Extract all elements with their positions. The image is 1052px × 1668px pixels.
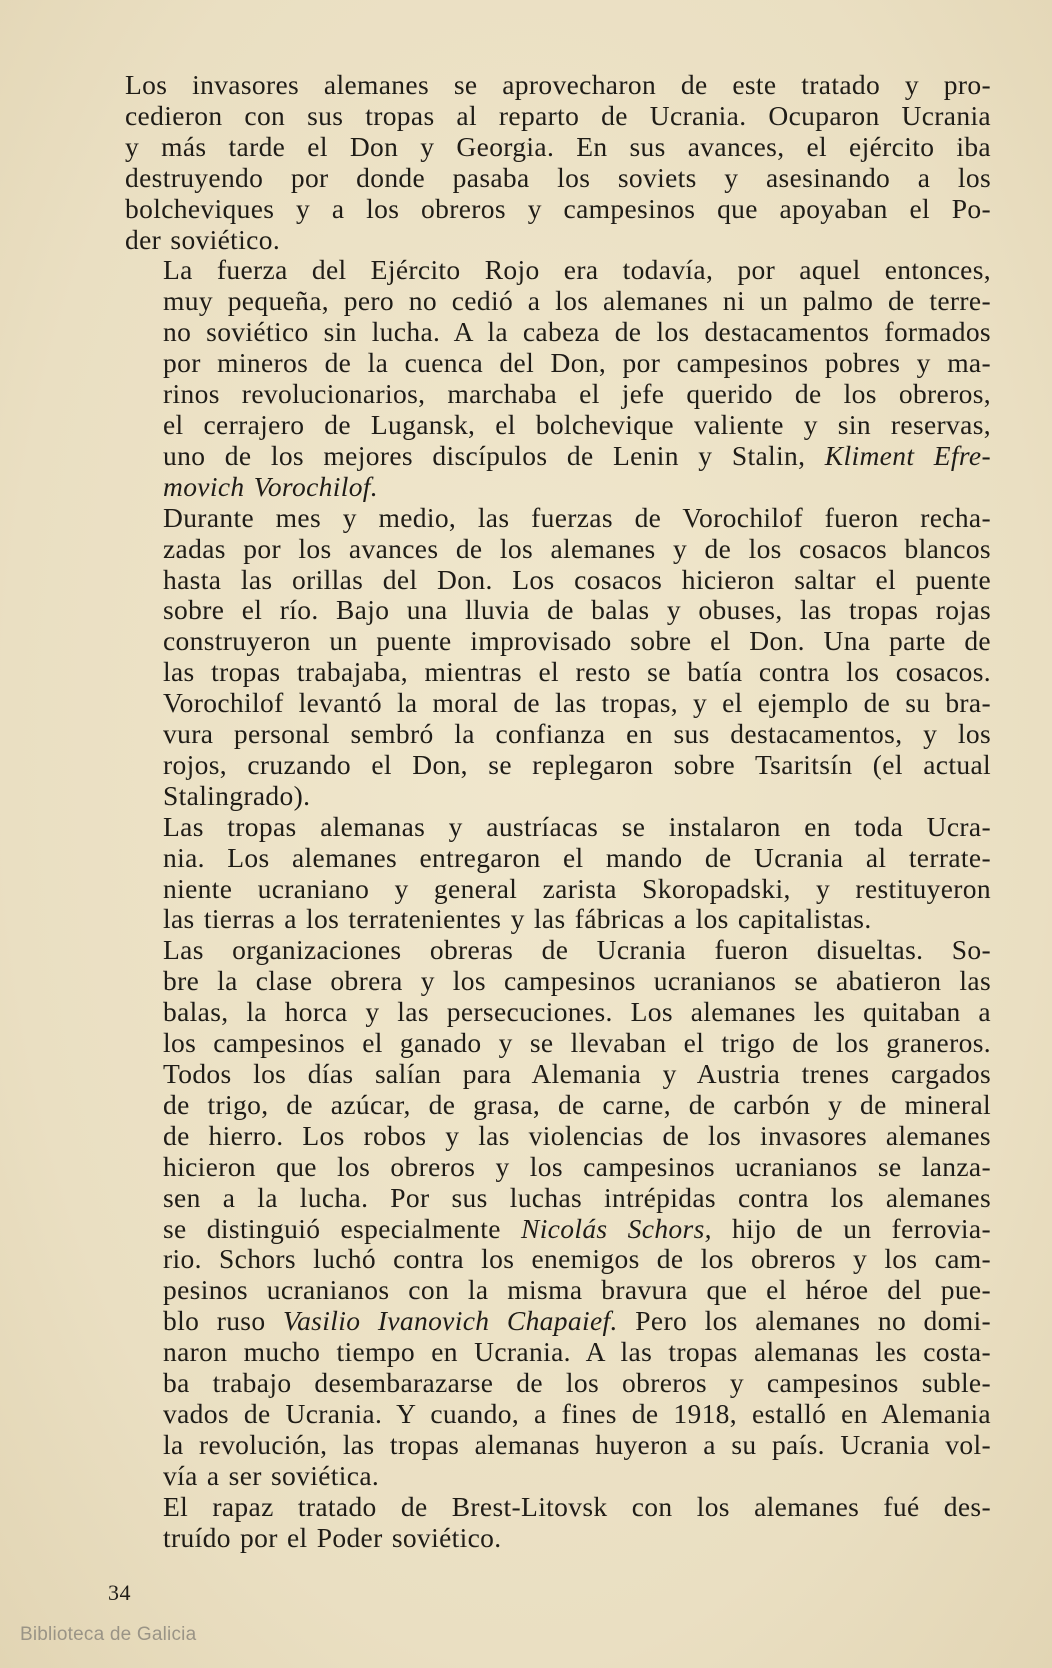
text-line: no soviético sin lucha. A la cabeza de los destacamentos formados	[163, 316, 991, 348]
text-line: der soviético.	[125, 223, 281, 255]
text-line: Las tropas alemanas y austríacas se instalaron en toda Ucra-	[163, 810, 991, 842]
body-text	[125, 70, 991, 1554]
text-line: truído por el Poder soviético.	[163, 1521, 502, 1553]
text-line: Las organizaciones obreras de Ucrania fueron disueltas. So-	[163, 934, 991, 966]
text-line: vados de Ucrania. Y cuando, a fines de 1918, estalló en Alemania	[163, 1397, 991, 1429]
italic-name: movich Vorochilof.	[163, 470, 379, 502]
text-line: de trigo, de azúcar, de grasa, de carne, de carbón y de mineral	[163, 1088, 991, 1120]
text-line: Durante mes y medio, las fuerzas de Vorochilof fueron recha-	[163, 501, 991, 533]
text-line: hasta las orillas del Don. Los cosacos hicieron saltar el puente	[163, 563, 991, 595]
page-number: 34	[108, 1580, 131, 1605]
text-line: los campesinos el ganado y se llevaban el trigo de los graneros.	[163, 1027, 991, 1059]
text-line	[125, 472, 991, 503]
text-line: se distinguió especialmente Nicolás Schors, hijo de un ferrovia-	[163, 1212, 991, 1244]
italic-name: Vasilio Ivanovich Chapaief.	[282, 1305, 618, 1337]
text-line: Stalingrado).	[163, 779, 311, 811]
text-line: el cerrajero de Lugansk, el bolchevique valiente y sin reservas,	[163, 408, 991, 440]
text-line: rio. Schors luchó contra los enemigos de los obreros y los cam-	[163, 1243, 991, 1275]
text-line: pesinos ucranianos con la misma bravura que el héroe del pue-	[163, 1274, 991, 1306]
library-watermark: Biblioteca de Galicia	[20, 1624, 197, 1645]
text-line: niente ucraniano y general zarista Skoropadski, y restituyeron	[163, 872, 991, 904]
text-line: La fuerza del Ejército Rojo era todavía, por aquel entonces,	[163, 254, 991, 286]
text-line: sobre el río. Bajo una lluvia de balas y obuses, las tropas rojas	[163, 594, 991, 626]
italic-name: Kliment Efre-	[824, 439, 991, 471]
text-line: uno de los mejores discípulos de Lenin y Stalin, Kliment Efre-	[163, 439, 991, 471]
paragraph	[125, 255, 991, 502]
text-line: cedieron con sus tropas al reparto de Ucrania. Ocuparon Ucrania	[125, 99, 991, 131]
paragraph	[125, 70, 991, 255]
text-line: destruyendo por donde pasaba los soviets y asesinando a los	[125, 161, 991, 193]
text-line: hicieron que los obreros y los campesinos ucranianos se lanza-	[163, 1150, 991, 1182]
paragraph	[125, 1492, 991, 1554]
text-line: naron mucho tiempo en Ucrania. A las tropas alemanas les costa-	[163, 1336, 991, 1368]
text-line: las tropas trabajaba, mientras el resto se batía contra los cosacos.	[163, 656, 991, 688]
text-line: rojos, cruzando el Don, se replegaron sobre Tsaritsín (el actual	[163, 748, 991, 780]
paragraph	[125, 503, 991, 812]
text-line: sen a la lucha. Por sus luchas intrépidas contra los alemanes	[163, 1181, 991, 1213]
text-line: por mineros de la cuenca del Don, por campesinos pobres y ma-	[163, 347, 991, 379]
text-line: la revolución, las tropas alemanas huyeron a su país. Ucrania vol-	[163, 1428, 991, 1460]
text-line: construyeron un puente improvisado sobre el Don. Una parte de	[163, 625, 991, 657]
text-line: balas, la horca y las persecuciones. Los alemanes les quitaban a	[163, 996, 991, 1028]
text-line: vía a ser soviética.	[163, 1459, 380, 1491]
text-line: de hierro. Los robos y las violencias de los invasores alemanes	[163, 1119, 991, 1151]
text-line: rinos revolucionarios, marchaba el jefe querido de los obreros,	[163, 378, 991, 410]
text-line: vura personal sembró la confianza en sus destacamentos, y los	[163, 718, 991, 750]
text-line: ba trabajo desembarazarse de los obreros y campesinos suble-	[163, 1367, 991, 1399]
text-line: El rapaz tratado de Brest-Litovsk con los alemanes fué des-	[163, 1490, 991, 1522]
text-line: Vorochilof levantó la moral de las tropas, y el ejemplo de su bra-	[163, 687, 991, 719]
text-line: zadas por los avances de los alemanes y de los cosacos blancos	[163, 532, 991, 564]
text-line: bolcheviques y a los obreros y campesinos que apoyaban el Po-	[125, 192, 991, 224]
text-line: bre la clase obrera y los campesinos ucranianos se abatieron las	[163, 965, 991, 997]
text-line: nia. Los alemanes entregaron el mando de Ucrania al terrate-	[163, 841, 991, 873]
text-line: Todos los días salían para Alemania y Austria trenes cargados	[163, 1058, 991, 1089]
text-line: Los invasores alemanes se aprovecharon de este tratado y pro-	[125, 69, 991, 100]
text-line: blo ruso Vasilio Ivanovich Chapaief. Pero los alemanes no domi-	[163, 1305, 991, 1337]
text-line: las tierras a los terratenientes y las fábricas a los capitalistas.	[163, 903, 872, 935]
text-line: muy pequeña, pero no cedió a los alemanes ni un palmo de terre-	[163, 285, 991, 317]
text-line: y más tarde el Don y Georgia. En sus avances, el ejército iba	[125, 130, 991, 162]
italic-name: Nicolás Schors,	[521, 1212, 712, 1244]
paragraph	[125, 812, 991, 936]
paragraph	[125, 935, 991, 1491]
